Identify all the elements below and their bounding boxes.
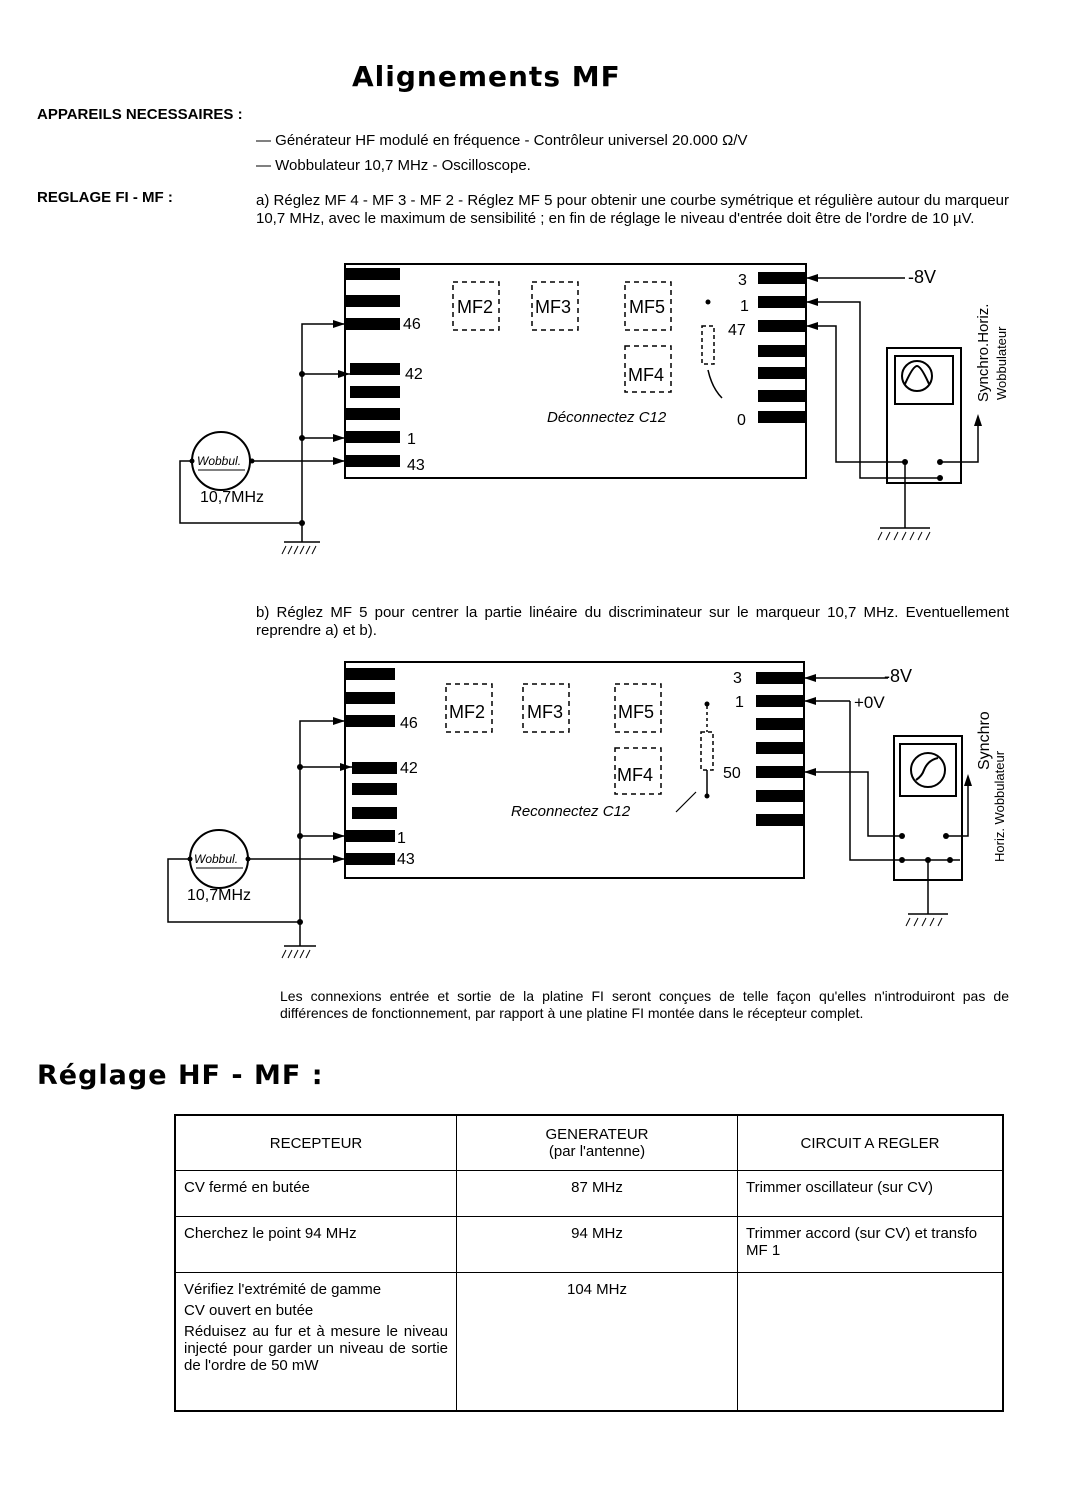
pin-1-label-1: 1: [407, 431, 416, 448]
scope-label-synchro-2: Synchro: [976, 711, 993, 770]
mf4-label-2: MF4: [617, 765, 653, 785]
header-generateur-sub: (par l'antenne): [548, 1143, 646, 1160]
pin-46-label-2: 46: [400, 715, 418, 732]
cell-recepteur: CV fermé en butée: [175, 1171, 457, 1217]
recepteur-line-3: Réduisez au fur et à mesure le niveau injecté pour garder un niveau de sortie de l'ordre de 50 mW: [184, 1323, 448, 1374]
step-a-text: a) Réglez MF 4 - MF 3 - MF 2 - Réglez MF 5 pour obtenir une courbe symétrique et régulière autour du marqueur 10,7 MHz, avec le maximum de sensibilité ; en fin de réglage le niveau d'entrée doit être de l'ordre de 10 µV.: [256, 192, 1009, 227]
freq-label-2: 10,7MHz: [187, 887, 252, 904]
reglage-fi-label: REGLAGE FI - MF :: [37, 189, 173, 206]
recepteur-line-2: CV ouvert en butée: [184, 1302, 314, 1319]
mf3-label-1: MF3: [535, 297, 571, 317]
page-title: Alignements MF: [352, 60, 621, 93]
ground-symbol-1: [282, 546, 316, 554]
pin-46-label-1: 46: [403, 316, 421, 333]
cell-generateur: 87 MHz: [457, 1171, 738, 1217]
step-b-text: b) Réglez MF 5 pour centrer la partie linéaire du discriminateur sur le marqueur 10,7 MHz. Eventuellement reprendre a) et b).: [256, 604, 1009, 639]
cell-generateur: 94 MHz: [457, 1217, 738, 1273]
pin-0-label-1: 0: [737, 412, 746, 429]
pin-47-label-1: 47: [728, 322, 746, 339]
cell-generateur: 104 MHz: [457, 1273, 738, 1411]
mf4-label-1: MF4: [628, 365, 664, 385]
oscilloscope-screen-2: [900, 744, 956, 796]
cell-recepteur: Cherchez le point 94 MHz: [175, 1217, 457, 1273]
wobbul-label-1: Wobbul.: [197, 454, 242, 468]
cell-circuit: Trimmer oscillateur (sur CV): [738, 1171, 1004, 1217]
mf3-label-2: MF3: [527, 702, 563, 722]
cell-circuit: Trimmer accord (sur CV) et transfo MF 1: [738, 1217, 1004, 1273]
table-row: [175, 1217, 1003, 1273]
pin-43-label-1: 43: [407, 457, 425, 474]
voltage-label-2: -8V: [884, 666, 913, 686]
appareil-line-1: — Générateur HF modulé en fréquence - Contrôleur universel 20.000 Ω/V: [256, 132, 748, 149]
pin-50-label-2: 50: [723, 765, 741, 782]
wobbul-label-2: Wobbul.: [194, 852, 239, 866]
table-row: [175, 1273, 1003, 1411]
diagram-2: [0, 650, 1080, 970]
voltage-0v-label-2: +0V: [854, 693, 885, 712]
pin-1r-label-1: 1: [740, 298, 749, 315]
pin-1r-label-2: 1: [735, 694, 744, 711]
table-row: [175, 1171, 1003, 1217]
scope-label-synchro-1: Synchro.Horiz.: [975, 303, 992, 402]
c12-note-2: Reconnectez C12: [511, 803, 631, 820]
header-generateur: [457, 1115, 738, 1171]
pin-1-label-2: 1: [397, 830, 406, 847]
pin-3-label-1: 3: [738, 272, 747, 289]
header-circuit: CIRCUIT A REGLER: [738, 1115, 1004, 1171]
pin-43-label-2: 43: [397, 851, 415, 868]
recepteur-line-1: Vérifiez l'extrémité de gamme: [184, 1281, 382, 1298]
scope-label-wobbulateur-1: Wobbulateur: [994, 326, 1009, 400]
pin-42-label-2: 42: [400, 760, 418, 777]
freq-label-1: 10,7MHz: [200, 489, 265, 506]
reglage-table: [174, 1114, 1004, 1412]
cell-recepteur: [175, 1273, 457, 1411]
pin-42-label-1: 42: [405, 366, 423, 383]
mf2-label-2: MF2: [449, 702, 485, 722]
pin-3-label-2: 3: [733, 670, 742, 687]
cell-circuit: [738, 1273, 1004, 1411]
mf5-label-2: MF5: [618, 702, 654, 722]
header-recepteur: RECEPTEUR: [175, 1115, 457, 1171]
diagram-1: [0, 250, 1080, 570]
voltage-label-1: -8V: [908, 267, 937, 287]
c12-note-1: Déconnectez C12: [547, 409, 667, 426]
appareils-label: APPAREILS NECESSAIRES :: [37, 106, 243, 123]
connexions-note: Les connexions entrée et sortie de la platine FI seront conçues de telle façon qu'elles n'introduiront pas de différences de fonctionnement, par rapport à une platine FI montée dans le récepteur complet.: [280, 988, 1009, 1021]
table-header-row: [175, 1115, 1003, 1171]
mf2-label-1: MF2: [457, 297, 493, 317]
appareil-line-2: — Wobbulateur 10,7 MHz - Oscilloscope.: [256, 157, 531, 174]
scope-label-wobbulateur-2: Horiz. Wobbulateur: [992, 750, 1007, 862]
header-generateur-title: GENERATEUR: [545, 1126, 649, 1143]
mf5-label-1: MF5: [629, 297, 665, 317]
section2-title: Réglage HF - MF :: [37, 1060, 324, 1091]
